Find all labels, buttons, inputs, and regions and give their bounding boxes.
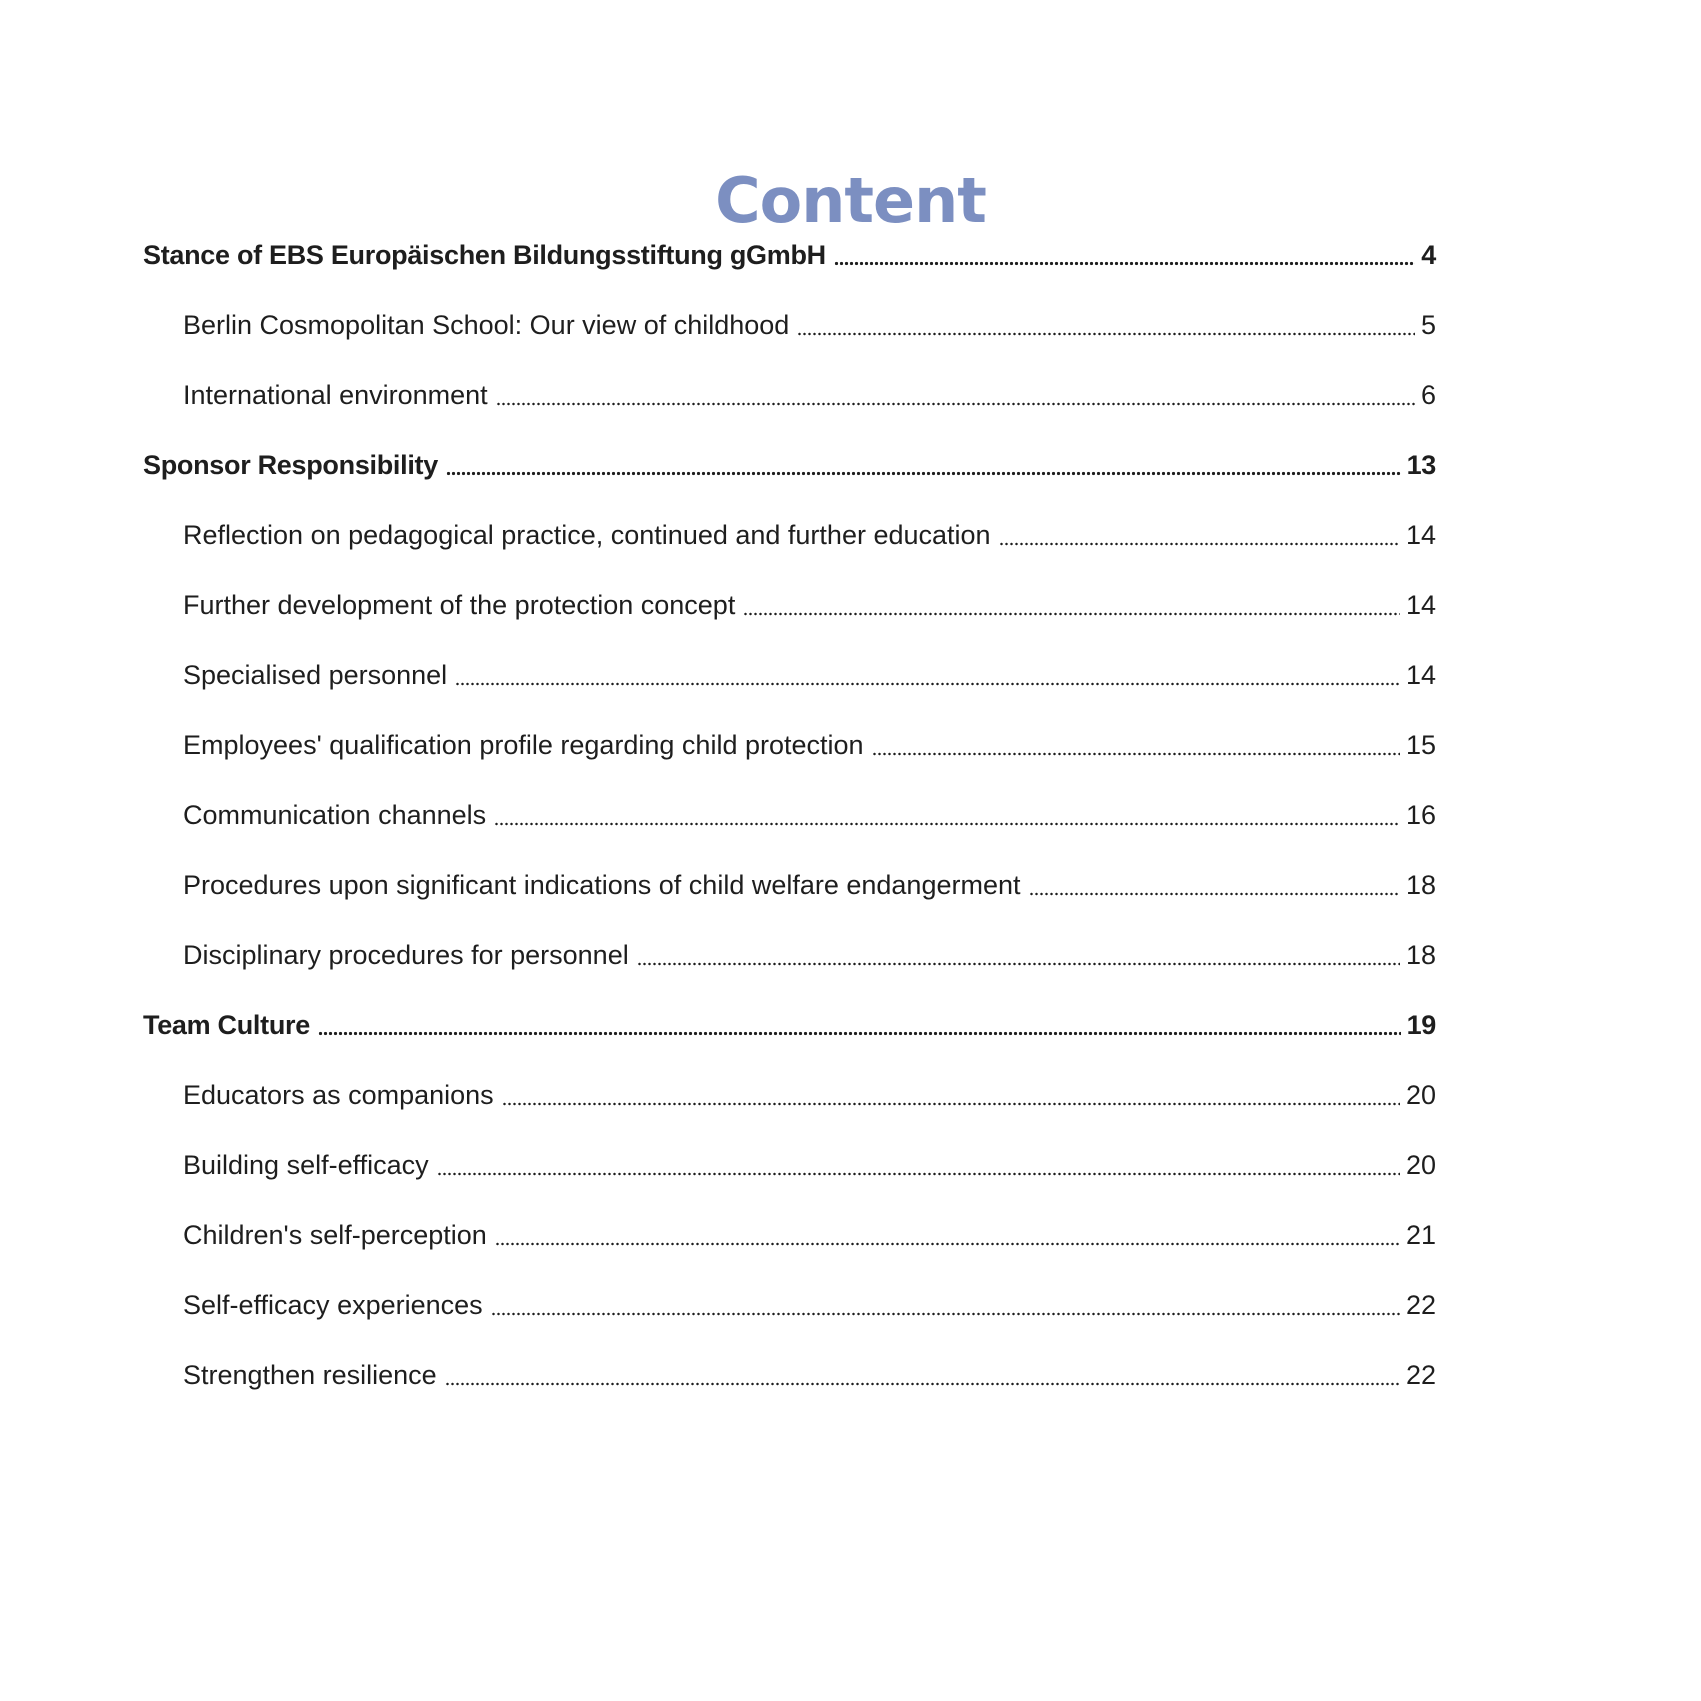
toc-leader-dots <box>637 956 1400 966</box>
toc-entry[interactable] <box>183 515 1436 555</box>
toc-entry-label: Team Culture <box>143 1010 310 1040</box>
toc-leader-dots <box>1029 886 1400 896</box>
toc-entry-label: Strengthen resilience <box>183 1360 437 1390</box>
toc-entry-page: 20 <box>1405 1080 1436 1110</box>
toc-entry-page: 22 <box>1405 1360 1436 1390</box>
toc-entry-label: Procedures upon significant indications of child welfare endangerment <box>183 870 1021 900</box>
toc-leader-dots <box>872 746 1400 756</box>
toc-entry-page: 22 <box>1405 1290 1436 1320</box>
toc-leader-dots <box>797 326 1415 336</box>
toc-entry-page: 14 <box>1405 520 1436 550</box>
toc-leader-dots <box>495 1236 1400 1246</box>
toc-entry[interactable] <box>183 795 1436 835</box>
toc-entry-page: 14 <box>1405 660 1436 690</box>
toc-entry-label: Further development of the protection concept <box>183 590 736 620</box>
toc-entry-label: Stance of EBS Europäischen Bildungsstiftung gGmbH <box>143 240 826 270</box>
toc-entry-label: Communication channels <box>183 800 487 830</box>
toc-leader-dots <box>743 606 1400 616</box>
toc-entry-label: International environment <box>183 380 488 410</box>
toc-entry-label: Reflection on pedagogical practice, continued and further education <box>183 520 991 550</box>
toc-entry[interactable] <box>183 725 1436 765</box>
toc-entry-label: Specialised personnel <box>183 660 448 690</box>
toc-entry-label: Self-efficacy experiences <box>183 1290 483 1320</box>
toc-leader-dots <box>834 256 1415 266</box>
toc-entry-page: 14 <box>1405 590 1436 620</box>
toc-entry[interactable] <box>143 1005 1436 1045</box>
toc-entry-label: Berlin Cosmopolitan School: Our view of childhood <box>183 310 790 340</box>
toc-entry-label: Building self-efficacy <box>183 1150 429 1180</box>
toc-leader-dots <box>445 1376 1400 1386</box>
toc-leader-dots <box>437 1166 1400 1176</box>
toc-entry[interactable] <box>183 935 1436 975</box>
toc-entry-label: Educators as companions <box>183 1080 494 1110</box>
toc-leader-dots <box>999 536 1400 546</box>
toc-entry-page: 18 <box>1405 870 1436 900</box>
toc-leader-dots <box>455 676 1400 686</box>
toc-entry-page: 16 <box>1405 800 1436 830</box>
toc-entry[interactable] <box>183 1215 1436 1255</box>
toc-entry[interactable] <box>183 585 1436 625</box>
toc-leader-dots <box>494 816 1400 826</box>
toc-entry-page: 6 <box>1420 380 1436 410</box>
toc-entry-page: 15 <box>1405 730 1436 760</box>
toc-entry-label: Sponsor Responsibility <box>143 450 438 480</box>
toc-entry-page: 5 <box>1420 310 1436 340</box>
toc-leader-dots <box>496 396 1415 406</box>
toc-entry[interactable] <box>183 305 1436 345</box>
toc-entry-page: 13 <box>1406 450 1436 480</box>
toc-entry[interactable] <box>183 865 1436 905</box>
toc-leader-dots <box>502 1096 1400 1106</box>
toc-entry[interactable] <box>143 235 1436 275</box>
toc-entry[interactable] <box>183 1355 1436 1395</box>
toc-entry[interactable] <box>183 1285 1436 1325</box>
toc-entry-page: 19 <box>1406 1010 1436 1040</box>
toc-leader-dots <box>446 466 1401 476</box>
toc-entry[interactable] <box>183 1145 1436 1185</box>
toc-entry[interactable] <box>183 655 1436 695</box>
toc-entry-page: 21 <box>1405 1220 1436 1250</box>
page-title: Content <box>715 163 986 237</box>
toc-entry[interactable] <box>183 1075 1436 1115</box>
toc-entry-page: 4 <box>1421 240 1436 270</box>
toc-leader-dots <box>491 1306 1400 1316</box>
toc-entry-page: 20 <box>1405 1150 1436 1180</box>
toc-entry[interactable] <box>183 375 1436 415</box>
toc-entry-label: Disciplinary procedures for personnel <box>183 940 629 970</box>
toc-entry-label: Children's self-perception <box>183 1220 487 1250</box>
toc-leader-dots <box>318 1026 1401 1036</box>
toc-entry[interactable] <box>143 445 1436 485</box>
toc-entry-page: 18 <box>1405 940 1436 970</box>
toc-entry-label: Employees' qualification profile regarding child protection <box>183 730 864 760</box>
